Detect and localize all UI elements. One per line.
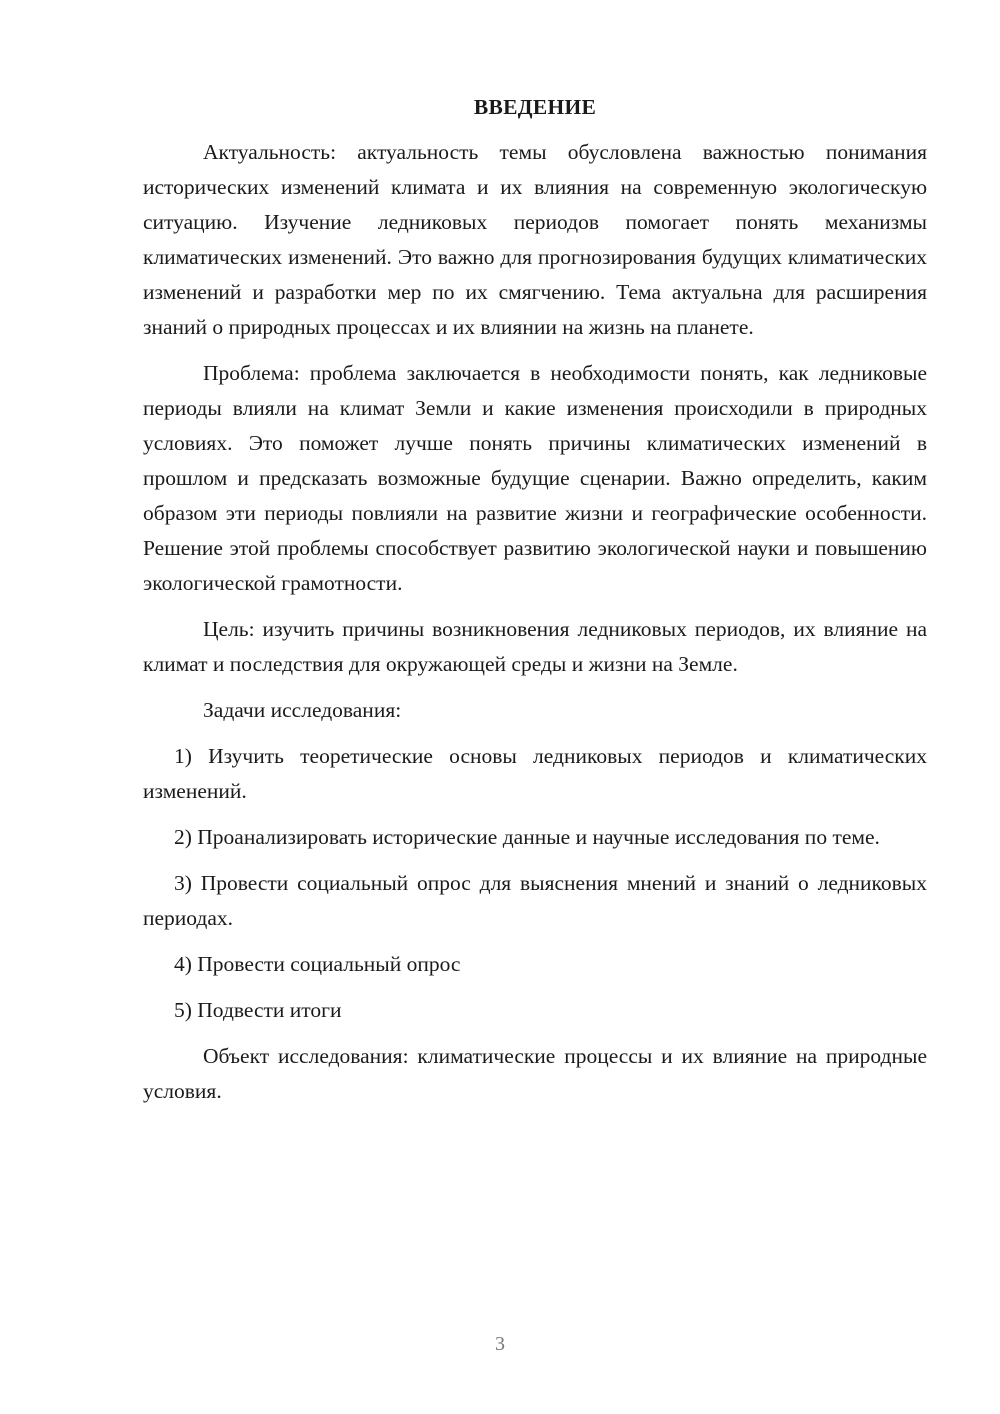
page-number: 3 — [495, 1333, 505, 1355]
paragraph-goal: Цель: изучить причины возникновения ледниковых периодов, их влияние на климат и последствия для окружающей среды и жизни на Земле. — [143, 617, 927, 676]
task-item-4: 4) Провести социальный опрос — [174, 952, 461, 976]
paragraph-tasks-heading: Задачи исследования: — [203, 698, 402, 722]
paragraph-relevance: Актуальность: актуальность темы обусловлена важностью понимания исторических изменений климата и их влияния на современную экологическую ситуацию. Изучение ледниковых периодов помогает понять механизмы климатических изменений. Это важно для прогнозирования будущих климатических изменений и разработки мер по их смягчению. Тема актуальна для расширения знаний о природных процессах и их влиянии на жизнь на планете. — [143, 140, 927, 339]
page-title: ВВЕДЕНИЕ — [473, 95, 597, 119]
task-item-5: 5) Подвести итоги — [174, 998, 342, 1022]
task-item-1: 1) Изучить теоретические основы ледниковых периодов и климатических изменений. — [143, 744, 927, 803]
document-page — [143, 90, 927, 1120]
paragraph-object: Объект исследования: климатические процессы и их влияние на природные условия. — [143, 1044, 927, 1103]
task-item-2: 2) Проанализировать исторические данные и научные исследования по теме. — [174, 825, 880, 849]
paragraph-problem: Проблема: проблема заключается в необходимости понять, как ледниковые периоды влияли на климат Земли и какие изменения происходили в природных условиях. Это поможет лучше понять причины климатических изменений в прошлом и предсказать возможные будущие сценарии. Важно определить, каким образом эти периоды повлияли на развитие жизни и географические особенности. Решение этой проблемы способствует развитию экологической науки и повышению экологической грамотности. — [143, 361, 927, 595]
task-item-3: 3) Провести социальный опрос для выяснения мнений и знаний о ледниковых периодах. — [143, 871, 927, 930]
